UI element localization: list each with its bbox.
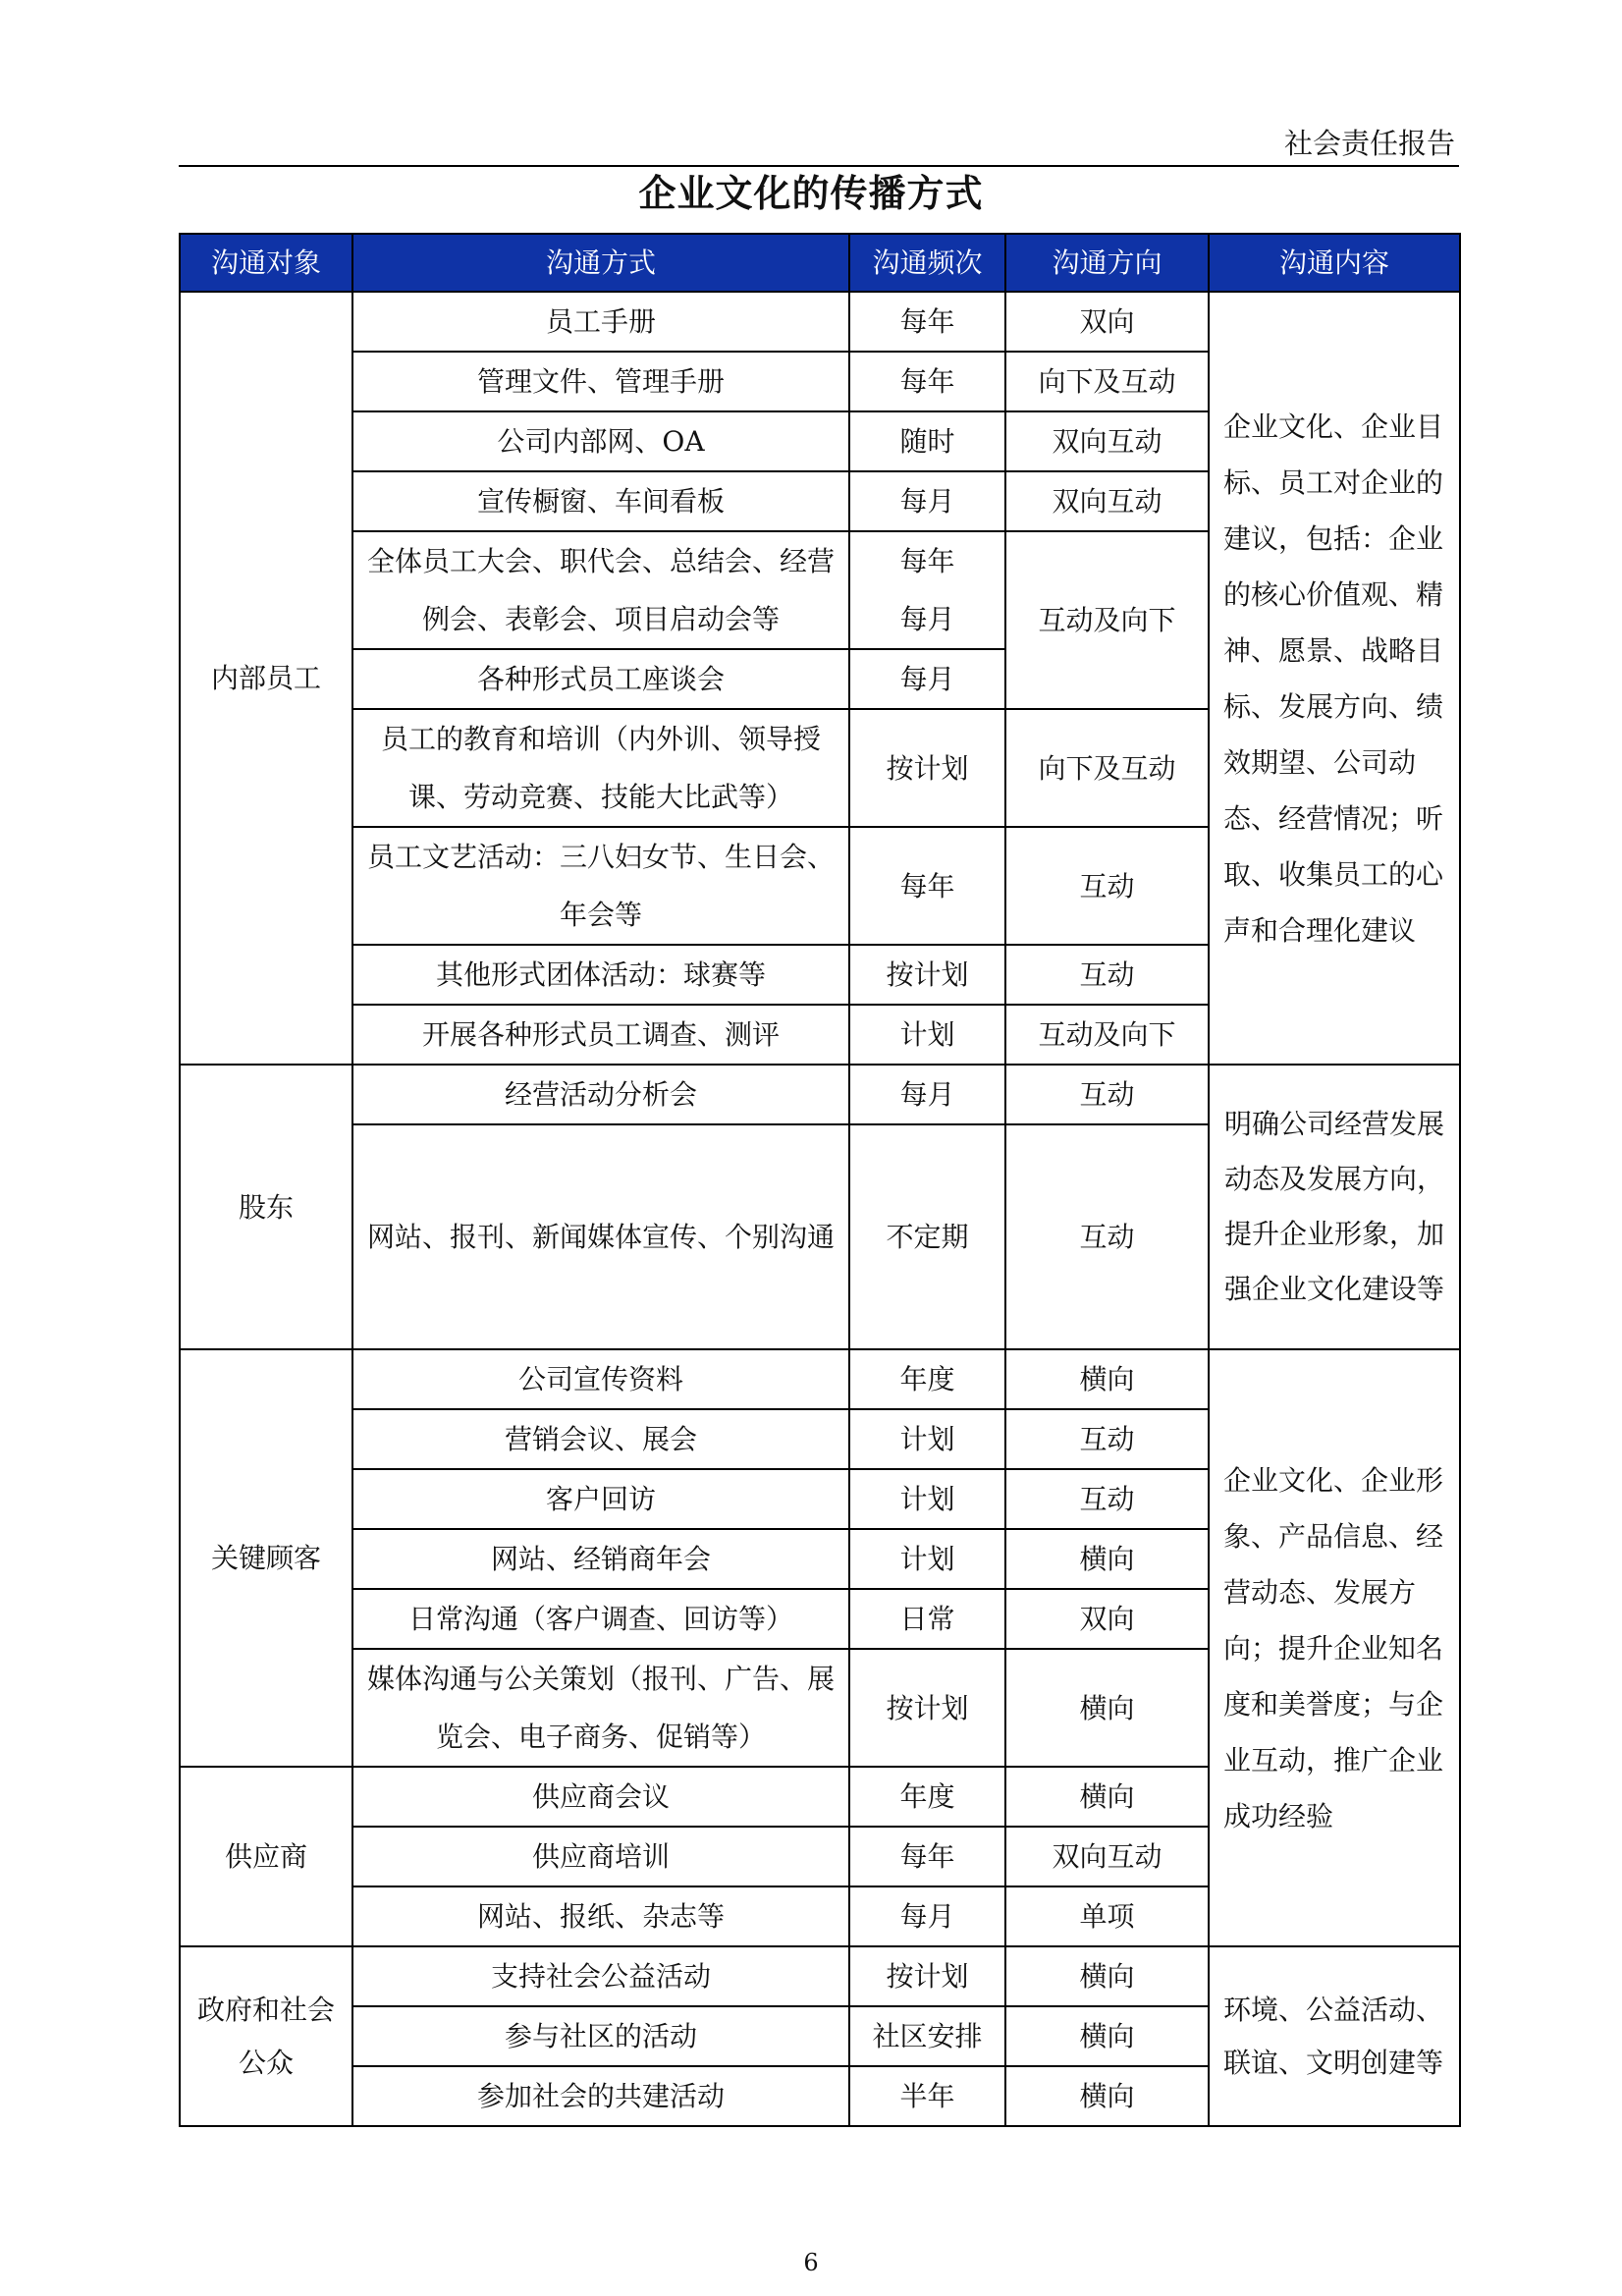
frequency-cell: 每月 — [849, 1065, 1005, 1124]
method-cell: 公司宣传资料 — [352, 1349, 849, 1409]
content-cell: 环境、公益活动、联谊、文明创建等 — [1209, 1946, 1460, 2126]
method-cell: 网站、报刊、新闻媒体宣传、个别沟通 — [352, 1124, 849, 1349]
direction-cell: 双向互动 — [1005, 471, 1209, 531]
target-cell: 股东 — [180, 1065, 352, 1349]
communication-table — [179, 233, 1461, 2127]
direction-cell: 互动及向下 — [1005, 531, 1209, 709]
frequency-cell: 每月 — [849, 1886, 1005, 1946]
target-cell: 政府和社会公众 — [180, 1946, 352, 2126]
direction-cell: 互动 — [1005, 1409, 1209, 1469]
frequency-cell: 随时 — [849, 411, 1005, 471]
method-cell: 支持社会公益活动 — [352, 1946, 849, 2006]
method-cell: 全体员工大会、职代会、总结会、经营例会、表彰会、项目启动会等 — [352, 531, 849, 649]
frequency-cell: 计划 — [849, 1529, 1005, 1589]
direction-cell: 互动 — [1005, 827, 1209, 945]
direction-cell: 横向 — [1005, 1649, 1209, 1767]
direction-cell: 互动 — [1005, 1065, 1209, 1124]
frequency-cell: 计划 — [849, 1409, 1005, 1469]
direction-cell: 横向 — [1005, 1767, 1209, 1827]
method-cell: 营销会议、展会 — [352, 1409, 849, 1469]
content-cell: 明确公司经营发展动态及发展方向，提升企业形象，加强企业文化建设等 — [1209, 1065, 1460, 1349]
direction-cell: 双向 — [1005, 1589, 1209, 1649]
table-row — [180, 292, 1460, 352]
method-cell: 媒体沟通与公关策划（报刊、广告、展览会、电子商务、促销等） — [352, 1649, 849, 1767]
method-cell: 员工文艺活动：三八妇女节、生日会、年会等 — [352, 827, 849, 945]
frequency-cell: 每年 — [849, 352, 1005, 411]
frequency-cell: 年度 — [849, 1767, 1005, 1827]
frequency-cell: 按计划 — [849, 945, 1005, 1005]
method-cell: 经营活动分析会 — [352, 1065, 849, 1124]
target-cell: 内部员工 — [180, 292, 352, 1065]
frequency-cell: 不定期 — [849, 1124, 1005, 1349]
direction-cell: 双向互动 — [1005, 1827, 1209, 1886]
direction-cell: 横向 — [1005, 1529, 1209, 1589]
frequency-cell: 按计划 — [849, 1946, 1005, 2006]
table-row — [180, 1065, 1460, 1124]
method-cell: 日常沟通（客户调查、回访等） — [352, 1589, 849, 1649]
page-title: 企业文化的传播方式 — [638, 172, 984, 215]
method-cell: 参与社区的活动 — [352, 2006, 849, 2066]
frequency-cell: 计划 — [849, 1005, 1005, 1065]
frequency-cell: 每年 — [849, 1827, 1005, 1886]
direction-cell: 互动 — [1005, 1469, 1209, 1529]
target-cell: 供应商 — [180, 1767, 352, 1946]
direction-cell: 向下及互动 — [1005, 352, 1209, 411]
method-cell: 员工的教育和培训（内外训、领导授课、劳动竞赛、技能大比武等） — [352, 709, 849, 827]
table-header-row — [180, 234, 1460, 292]
header-frequency: 沟通频次 — [849, 234, 1005, 292]
frequency-cell: 社区安排 — [849, 2006, 1005, 2066]
direction-cell: 双向 — [1005, 292, 1209, 352]
method-cell: 其他形式团体活动：球赛等 — [352, 945, 849, 1005]
frequency-cell: 每年 — [849, 827, 1005, 945]
frequency-cell: 按计划 — [849, 709, 1005, 827]
method-cell: 管理文件、管理手册 — [352, 352, 849, 411]
frequency-cell: 每年 每月 — [849, 531, 1005, 649]
direction-cell: 互动及向下 — [1005, 1005, 1209, 1065]
content-cell: 企业文化、企业目标、员工对企业的建议，包括：企业的核心价值观、精神、愿景、战略目标、发展方向、绩效期望、公司动态、经营情况；听取、收集员工的心声和合理化建议 — [1209, 292, 1460, 1065]
method-cell: 各种形式员工座谈会 — [352, 649, 849, 709]
report-name: 社会责任报告 — [1283, 127, 1455, 160]
frequency-cell: 每年 — [849, 292, 1005, 352]
method-cell: 客户回访 — [352, 1469, 849, 1529]
method-cell: 网站、经销商年会 — [352, 1529, 849, 1589]
direction-cell: 横向 — [1005, 2066, 1209, 2126]
direction-cell: 向下及互动 — [1005, 709, 1209, 827]
direction-cell: 双向互动 — [1005, 411, 1209, 471]
direction-cell: 互动 — [1005, 945, 1209, 1005]
method-cell: 供应商会议 — [352, 1767, 849, 1827]
method-cell: 开展各种形式员工调查、测评 — [352, 1005, 849, 1065]
frequency-cell: 日常 — [849, 1589, 1005, 1649]
method-cell: 公司内部网、OA — [352, 411, 849, 471]
direction-cell: 单项 — [1005, 1886, 1209, 1946]
content-cell: 企业文化、企业形象、产品信息、经营动态、发展方向；提升企业知名度和美誉度；与企业互动，推广企业成功经验 — [1209, 1349, 1460, 1946]
frequency-cell: 计划 — [849, 1469, 1005, 1529]
page-number: 6 — [803, 2249, 819, 2276]
header-method: 沟通方式 — [352, 234, 849, 292]
header-direction: 沟通方向 — [1005, 234, 1209, 292]
method-cell: 宣传橱窗、车间看板 — [352, 471, 849, 531]
table-row — [180, 1349, 1460, 1409]
method-cell: 供应商培训 — [352, 1827, 849, 1886]
table-row — [180, 1946, 1460, 2006]
direction-cell: 横向 — [1005, 1946, 1209, 2006]
frequency-cell: 每月 — [849, 471, 1005, 531]
header-content: 沟通内容 — [1209, 234, 1460, 292]
direction-cell: 横向 — [1005, 2006, 1209, 2066]
direction-cell: 互动 — [1005, 1124, 1209, 1349]
direction-cell: 横向 — [1005, 1349, 1209, 1409]
method-cell: 员工手册 — [352, 292, 849, 352]
frequency-cell: 每月 — [849, 649, 1005, 709]
frequency-cell: 按计划 — [849, 1649, 1005, 1767]
method-cell: 参加社会的共建活动 — [352, 2066, 849, 2126]
method-cell: 网站、报纸、杂志等 — [352, 1886, 849, 1946]
frequency-cell: 年度 — [849, 1349, 1005, 1409]
target-cell: 关键顾客 — [180, 1349, 352, 1767]
frequency-cell: 半年 — [849, 2066, 1005, 2126]
header-target: 沟通对象 — [180, 234, 352, 292]
